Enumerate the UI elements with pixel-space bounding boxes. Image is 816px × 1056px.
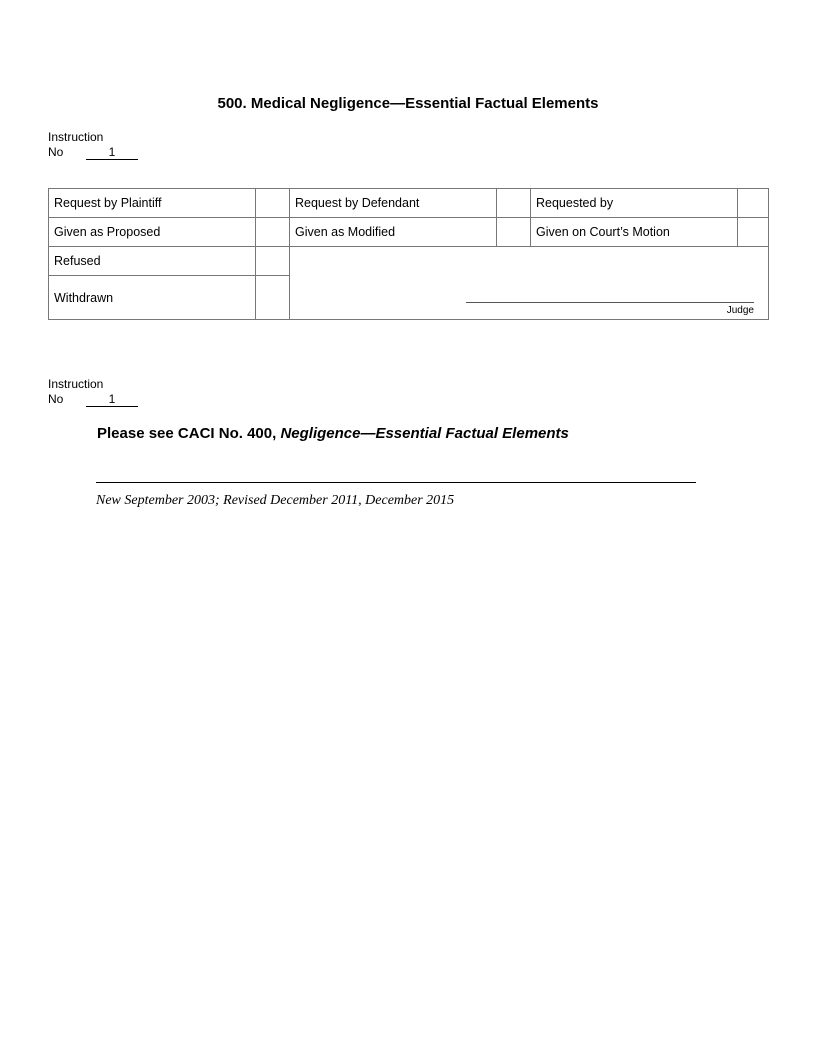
given-as-modified-label: Given as Modified xyxy=(290,218,497,247)
instruction-number-block-top xyxy=(48,130,116,160)
withdrawn-label: Withdrawn xyxy=(49,276,256,320)
judge-signature-area[interactable] xyxy=(290,247,769,320)
table-row xyxy=(49,189,769,218)
refused-label: Refused xyxy=(49,247,256,276)
request-by-defendant-checkbox[interactable] xyxy=(497,189,531,218)
divider xyxy=(96,482,696,483)
judge-signature-line xyxy=(466,302,754,303)
table-row xyxy=(49,247,769,276)
instruction-number-field[interactable]: 1 xyxy=(86,392,138,407)
request-status-table xyxy=(48,188,769,320)
see-reference-title: Negligence—Essential Factual Elements xyxy=(280,425,569,442)
request-by-plaintiff-checkbox[interactable] xyxy=(256,189,290,218)
see-reference xyxy=(97,425,569,442)
request-by-plaintiff-label: Request by Plaintiff xyxy=(49,189,256,218)
document-title: 500. Medical Negligence—Essential Factual Elements xyxy=(217,95,599,112)
instruction-label: Instruction xyxy=(48,377,104,391)
see-reference-prefix: Please see CACI No. 400, xyxy=(97,425,281,442)
requested-by-checkbox[interactable] xyxy=(738,189,769,218)
requested-by-label: Requested by xyxy=(531,189,738,218)
no-label: No xyxy=(48,392,64,406)
instruction-number-block-bottom xyxy=(48,377,116,407)
given-on-courts-motion-label: Given on Court’s Motion xyxy=(531,218,738,247)
given-as-proposed-label: Given as Proposed xyxy=(49,218,256,247)
given-on-courts-motion-checkbox[interactable] xyxy=(738,218,769,247)
instruction-number-field[interactable]: 1 xyxy=(86,145,138,160)
instruction-label: Instruction xyxy=(48,130,104,144)
refused-checkbox[interactable] xyxy=(256,247,290,276)
request-by-defendant-label: Request by Defendant xyxy=(290,189,497,218)
given-as-proposed-checkbox[interactable] xyxy=(256,218,290,247)
no-label: No xyxy=(48,145,64,159)
withdrawn-checkbox[interactable] xyxy=(256,276,290,320)
judge-label: Judge xyxy=(726,305,754,316)
table-row xyxy=(49,218,769,247)
given-as-modified-checkbox[interactable] xyxy=(497,218,531,247)
revision-history: New September 2003; Revised December 2011, December 2015 xyxy=(96,493,455,508)
